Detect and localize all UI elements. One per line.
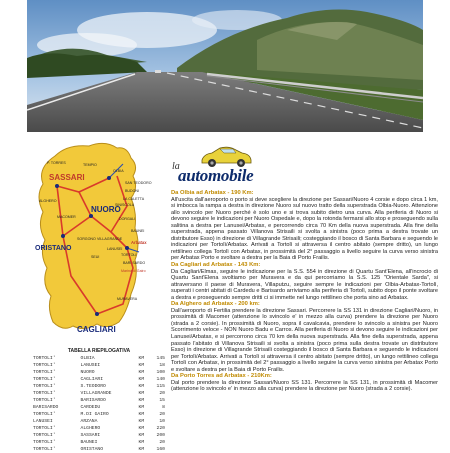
km-cell: 220 (156, 426, 165, 431)
label-san-teodoro: SAN TEODORO (125, 181, 152, 185)
km-cell: 200 (156, 433, 165, 438)
label-marina-di-gairo: Marina di Gairo (121, 269, 146, 273)
to-cell: OLBIA (80, 356, 95, 361)
label-tempio: TEMPIO (83, 163, 97, 167)
table-row (33, 432, 165, 439)
unit-cell: KM (138, 391, 145, 396)
from-cell: LANUSEI (33, 419, 53, 424)
table-row (33, 439, 165, 446)
table-row (33, 362, 165, 369)
section-heading: Da Alghero ad Arbatax - 200 km: (171, 301, 260, 308)
from-cell: TORTOLI' (33, 356, 56, 361)
unit-cell: KM (138, 447, 145, 452)
label-sassari: SASSARI (49, 173, 85, 182)
label-muravera: MURAVERA (117, 297, 138, 301)
label-budoni: BUDONI (125, 189, 139, 193)
label-tortoli: TORTOLI (121, 253, 137, 257)
section-body: Da Cagliari/Elmas, seguire le indicazione per la S.S. 554 in direzione di Quartu Sant'Elena, all'incrocio di Quartu Sant'Elena svoltiamo per Muravera e da qui percorriamo la S.S. 125 "Orientale Sarda", si attraversano il paese di Muravera, Villaputzu, seguire sempre le indicazioni per Olbia-Arbatax-Tortolì, superati i centri abitati di Cardedu e Barisardo arriviamo alla periferia di Tortolì, subito dopo il ponte svoltare a destra e proseguendo sempre dritti ci si immette nel lungo rettilineo che porta sino ad Arbatax. (171, 268, 438, 301)
label-sorgono: SORGONO (77, 237, 96, 241)
from-cell: TORTOLI' (33, 384, 56, 389)
unit-cell: KM (138, 370, 145, 375)
table-row (33, 425, 165, 432)
to-cell: ORISTANO (80, 447, 104, 452)
logo-word: automobile (178, 166, 254, 185)
automobile-logo (172, 142, 282, 192)
section-heading: Da Cagliari ad Arbatax - 143 Km: (171, 262, 261, 269)
km-cell: 20 (159, 440, 165, 445)
from-cell: TORTOLI' (33, 370, 56, 375)
table-title: TABELLA RIEPILOGATIVA (67, 348, 131, 354)
km-cell: 160 (156, 447, 165, 452)
section-heading: Da Olbia ad Arbatax - 190 Km: (171, 190, 254, 196)
km-cell: 15 (159, 398, 165, 403)
label-nuoro: NUORO (91, 205, 121, 214)
logo-prefix: la (172, 161, 180, 172)
label-bari-sardo: BARI SARDO (123, 261, 146, 265)
section-body: Dall'aeroporto di Fertilia prendere la direzione Sassari. Percorrere la SS 131 in direzione Cagliari/Nuoro, in prossimità di Macomer (attenzione lo svincolo e' in mezzo alla curva) prendere la direzione per Nuoro (strada a 2 corsie). In prossimità di Nuoro, sopra il cavalcavia, prendere lo svincolo a sinistra per Nuoro Scorrimento veloce - NON Nuoro Badu e Carros. Alla periferia di Nuoro si devono seguire le indicazioni per Lanusei/Arbatax, e si percorrono circa 70 km della nuova superstrada. Alla fine della superstrada, appena passato l'abitato di Villanova Strisaili si svolta a sinistra (poco prima sulla destra trovate un distributore Esso) in direzione di Villagrande Strisaili costeggiando il bosco di Santa Barbara e seguendo le indicazioni per Tortolì/Arbatax. Arrivati a Tortolì si attraversa il centro abitato (sempre dritto), un lungo rettilineo collega Tortolì con Arbatax, in prossimità del 2° passaggio a livello seguire la curva verso sinistra per Arbatax Porto e svoltare a destra per la Baia di Porto Frailis. (171, 307, 438, 373)
to-cell: NUORO (80, 370, 95, 375)
unit-cell: KM (138, 440, 145, 445)
km-cell: 10 (159, 419, 165, 424)
to-cell: LANUSEI (80, 363, 101, 368)
table-row (33, 404, 165, 411)
unit-cell: KM (138, 412, 145, 417)
section-heading: Da Porto Torres ad Arbatax - 210Km: (171, 373, 272, 380)
to-cell: CARDEDU (80, 405, 101, 410)
unit-cell: KM (138, 363, 145, 368)
table-row (33, 411, 165, 418)
to-cell: S.TEODORO (80, 384, 106, 389)
km-cell: 8 (162, 405, 165, 410)
km-cell: 18 (159, 363, 165, 368)
distance-table (33, 348, 165, 453)
from-cell: TORTOLI' (33, 391, 56, 396)
table-row (33, 390, 165, 397)
label-seui: SEUI (91, 255, 100, 259)
km-cell: 20 (159, 412, 165, 417)
to-cell: SASSARI (80, 433, 101, 438)
unit-cell: KM (138, 398, 145, 403)
label-oristano: ORISTANO (35, 245, 72, 252)
table-row (33, 355, 165, 362)
to-cell: BAUNEI (80, 440, 98, 445)
from-cell: TORTOLI' (33, 447, 56, 452)
to-cell: VILLAGRANDE (80, 391, 112, 396)
from-cell: TORTOLI' (33, 377, 56, 382)
label-macomer: MACOMER (57, 215, 76, 219)
table-row (33, 369, 165, 376)
to-cell: M.DI GAIRO (80, 412, 109, 417)
to-cell: ARZANA (80, 419, 98, 424)
label-la-caletta: LA CALETTA (123, 197, 145, 201)
km-cell: 140 (156, 377, 165, 382)
label-baunei: BAUNEI (131, 229, 145, 233)
distance-table-grid (33, 355, 165, 453)
section-body: All'uscita dall'aeroporto o porto si deve scegliere la direzione per Sassari/Nuoro 4 corsie e dopo circa 1 km, si imbocca la rampa a destra in direzione Nuoro sul nuovo tratto della superstrada Olbia-Nuoro. Attenzione allo svincolo per Nuoro perché è solo uno e si trova subito dietro una curva. Alla periferia di Nuoro si devono seguire le indicazioni per Nuoro Ospedale e, dopo la rotonda fermarsi allo stop e proseguendo sulla salitina a destra per Lanusei/Arbatax, e percorrendo circa 70 Km della nuova superstrada. Alla fine della superstrada, appena passato Villanova Strisaili si svolta a sinistra (poco prima a destra trovate un distributore Esso) in direzione di Villagrande Strisaili; costeggiando il bosco di Santa Barbara e seguendo le indicazioni per Tortolì/Arbatax. Arrivati a Tortolì si attraversa il centro abitato (sempre dritto), un lungo rettilineo collega Tortolì con Arbatax, in prossimità del 2° passaggio a livello seguire la curva verso sinistra per Arbatax Porto e svoltare a destra per la Baia di Porto Frailis. (171, 196, 438, 262)
km-cell: 100 (156, 370, 165, 375)
label-lanusei: LANUSEI (107, 247, 123, 251)
to-cell: ALGHERO (80, 426, 101, 431)
table-row (33, 383, 165, 390)
from-cell: TORTOLI' (33, 363, 56, 368)
km-cell: 145 (156, 356, 165, 361)
table-row (33, 376, 165, 383)
unit-cell: KM (138, 356, 145, 361)
table-row (33, 418, 165, 425)
unit-cell: KM (138, 377, 145, 382)
unit-cell: KM (138, 405, 145, 410)
km-cell: 20 (159, 391, 165, 396)
label-dorgali: DORGALI (119, 217, 136, 221)
label-siniscola: SINISCOLA (115, 203, 135, 207)
section-body: Dal porto prendere la direzione Sassari/Nuoro SS 131. Percorrere la SS 131, in prossimità di Macomer (attenzione lo svincolo e' in mezzo alla curva) prendere la direzione per Nuoro (strada a 2 corsie). (171, 379, 438, 393)
sardinia-map (27, 136, 165, 348)
unit-cell: KM (138, 433, 145, 438)
from-cell: TORTOLI' (33, 433, 56, 438)
label-olbia: OLBIA (113, 169, 124, 173)
from-cell: BARISARDO (33, 405, 59, 410)
label-villagrande: VILLAGRANDE (97, 237, 123, 241)
to-cell: BARISARDO (80, 398, 106, 403)
label-porto-torres: P. TORRES (47, 161, 66, 165)
table-row (33, 397, 165, 404)
from-cell: TORTOLI' (33, 426, 56, 431)
highway-photo (27, 0, 423, 132)
label-alghero: ALGHERO (39, 199, 57, 203)
to-cell: CAGLIARI (80, 377, 104, 382)
from-cell: TORTOLI' (33, 412, 56, 417)
from-cell: TORTOLI' (33, 398, 56, 403)
unit-cell: KM (138, 384, 145, 389)
label-arbatax: Arbatax (131, 240, 147, 245)
km-cell: 115 (156, 384, 165, 389)
directions-text (171, 190, 438, 393)
from-cell: TORTOLI' (33, 440, 56, 445)
unit-cell: KM (138, 426, 145, 431)
label-cagliari: CAGLIARI (77, 325, 116, 334)
unit-cell: KM (138, 419, 145, 424)
